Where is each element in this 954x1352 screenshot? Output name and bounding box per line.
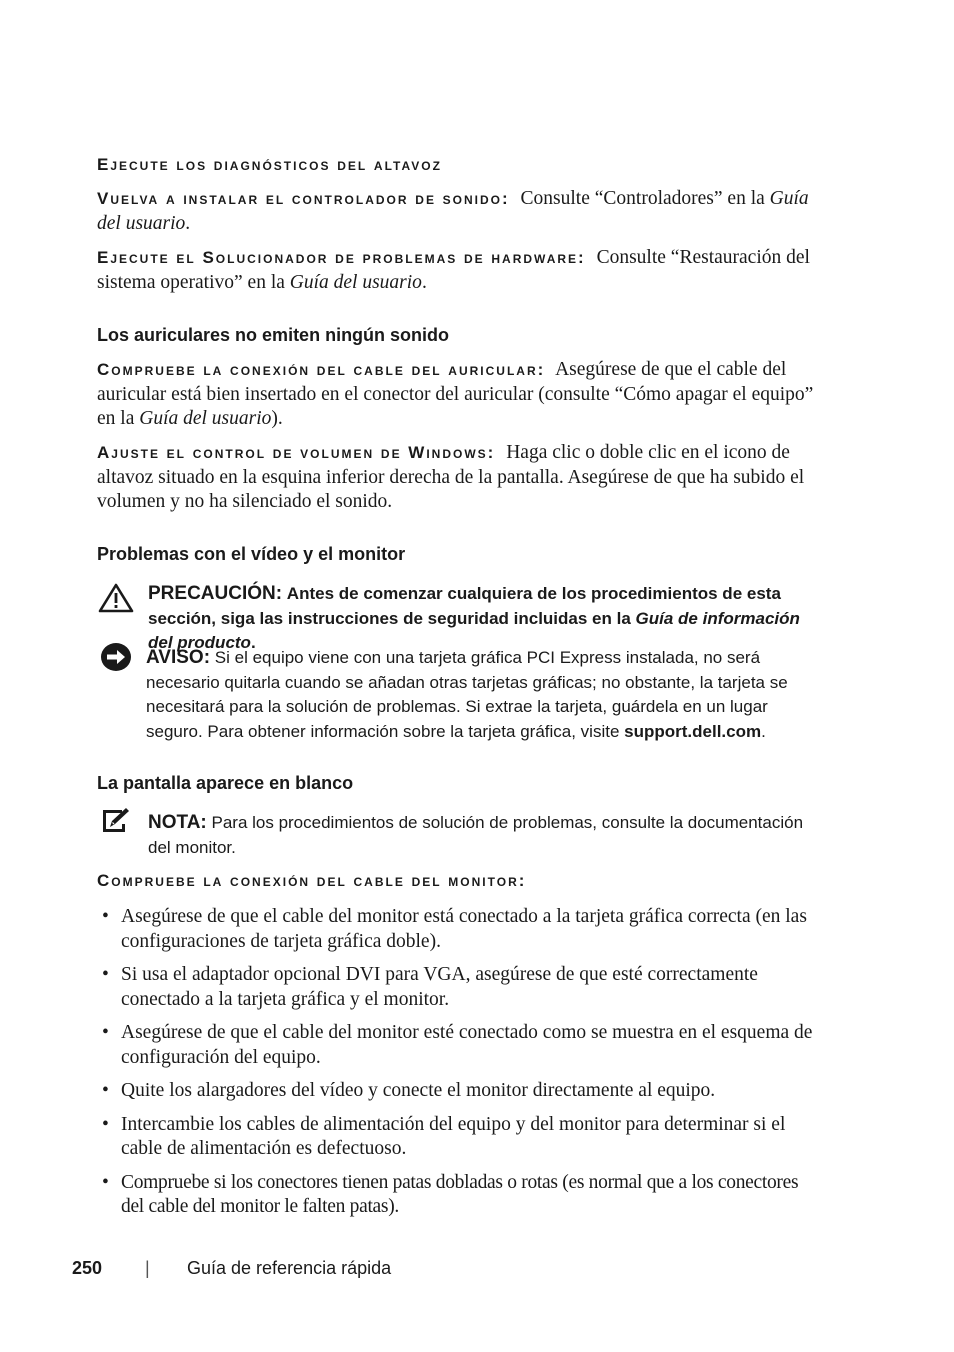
caution-box	[148, 582, 828, 656]
paragraph-hardware-troubleshooter	[97, 246, 827, 295]
paragraph-windows-volume	[97, 441, 827, 515]
heading-run-speaker-diagnostics: Ejecute los diagnósticos del altavoz	[97, 155, 442, 174]
page-number: 250	[72, 1258, 103, 1278]
lead-hardware-troubleshooter: Ejecute el Solucionador de problemas de hardware:	[97, 248, 586, 267]
italic-user-guide: Guía del usuario	[289, 271, 422, 293]
note-label: NOTA:	[148, 812, 207, 833]
text-windows-volume: Haga clic o doble clic en el icono de altavoz situado en la esquina inferior derecha de la pantalla. Asegúrese de que ha subido el volumen y no ha silenciado el sonido.	[97, 442, 805, 512]
notice-box	[146, 646, 826, 744]
list-item: • Intercambie los cables de alimentación del equipo y del monitor para determinar si el cable de alimentación es defectuoso.	[97, 1113, 822, 1162]
notice-text: Si el equipo viene con una tarjeta gráfica PCI Express instalada, no será necesario quitarla cuando se añadan otras tarjetas gráficas; no obstante, la tarjeta se necesitará para la solución de problemas. Si extrae la tarjeta, guárdela en un lugar seguro. Para obtener información sobre la tarjeta gráfica, visite	[146, 648, 788, 741]
caution-text: Antes de comenzar cualquiera de los procedimientos de esta sección, siga las instrucciones de seguridad incluidas en la	[148, 584, 781, 628]
caution-italic-product-guide: Guía de información del producto	[148, 608, 800, 652]
paragraph-headphone-cable	[97, 358, 827, 432]
paragraph-reinstall-driver	[97, 187, 827, 236]
text-hardware-troubleshooter: Consulte “Restauración del sistema operativo” en la	[97, 247, 810, 293]
note-text: Para los procedimientos de solución de problemas, consulte la documentación del monitor.	[148, 813, 804, 857]
list-item: • Si usa el adaptador opcional DVI para VGA, asegúrese de que esté correctamente conectado a la tarjeta gráfica y el monitor.	[97, 963, 822, 1012]
heading-headphones-no-sound: Los auriculares no emiten ningún sonido	[97, 325, 450, 345]
heading-screen-blank: La pantalla aparece en blanco	[97, 773, 354, 793]
period: .	[761, 721, 766, 741]
italic-user-guide: Guía del usuario	[139, 408, 272, 429]
text-headphone-cable: Asegúrese de que el cable del auricular está bien insertado en el conector del auricular (consulte “Cómo apagar el equipo” en la	[97, 359, 814, 429]
monitor-checklist	[97, 905, 822, 1229]
heading-video-monitor-problems: Problemas con el vídeo y el monitor	[97, 544, 406, 564]
closing: ).	[271, 408, 283, 429]
list-item: • Asegúrese de que el cable del monitor está conectado a la tarjeta gráfica correcta (en las configuraciones de tarjeta gráfica doble).	[97, 905, 822, 954]
notice-link-support-dell: support.dell.com	[624, 721, 762, 741]
period: .	[185, 212, 191, 234]
list-item: • Asegúrese de que el cable del monitor esté conectado como se muestra en el esquema de configuración del equipo.	[97, 1021, 822, 1070]
text-reinstall-driver: Consulte “Controladores” en la	[520, 188, 765, 209]
footer-separator: |	[145, 1258, 150, 1278]
list-item: • Compruebe si los conectores tienen patas dobladas o rotas (es normal que a los conectores del cable del monitor le falten patas).	[97, 1171, 822, 1220]
warning-triangle-icon	[98, 583, 134, 613]
note-box	[148, 811, 828, 860]
lead-reinstall-driver: Vuelva a instalar el controlador de sonido:	[97, 189, 510, 208]
lead-headphone-cable: Compruebe la conexión del cable del auricular:	[97, 360, 546, 379]
italic-user-guide: Guía del usuario	[97, 188, 809, 234]
footer-title: Guía de referencia rápida	[187, 1258, 392, 1278]
period: .	[421, 271, 427, 293]
caution-label: PRECAUCIÓN:	[148, 583, 283, 604]
lead-windows-volume: Ajuste el control de volumen de Windows:	[97, 443, 496, 462]
arrow-circle-icon	[100, 642, 132, 672]
list-item: • Quite los alargadores del vídeo y conecte el monitor directamente al equipo.	[97, 1079, 822, 1104]
notice-label: AVISO:	[146, 647, 211, 668]
period: .	[250, 633, 256, 652]
pencil-note-icon	[100, 807, 130, 835]
heading-check-monitor-cable: Compruebe la conexión del cable del monitor:	[97, 871, 527, 890]
